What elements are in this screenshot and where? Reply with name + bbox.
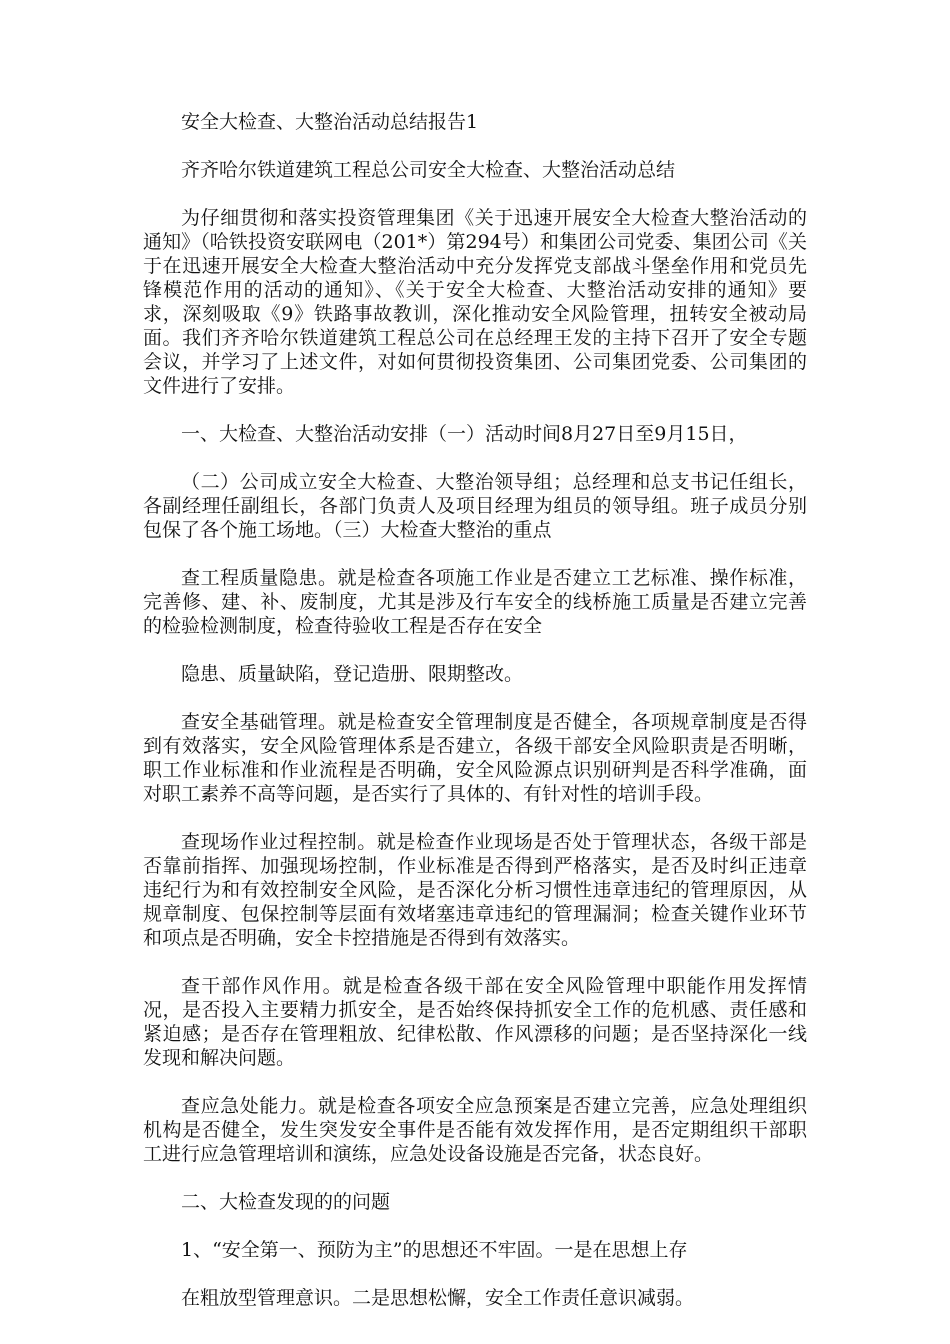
site-control-paragraph: 查现场作业过程控制。就是检查作业现场是否处于管理状态，各级干部是否靠前指挥、加强现场控制，作业标准是否得到严格落实，是否及时纠正违章违纪行为和有效控制安全风险，是否深化分析习惯性违章违纪的管理原因，从规章制度、包保控制等层面有效堵塞违章违纪的管理漏洞；检查关键作业环节和项点是否明确，安全卡控措施是否得到有效落实。 — [143, 831, 807, 949]
section-two-heading: 二、大检查发现的的问题 — [181, 1191, 391, 1213]
report-subtitle: 齐齐哈尔铁道建筑工程总公司安全大检查、大整治活动总结 — [181, 159, 676, 181]
safety-management-paragraph: 查安全基础管理。就是检查安全管理制度是否健全，各项规章制度是否得到有效落实，安全风险管理体系是否建立，各级干部安全风险职责是否明晰，职工作业标准和作业流程是否明确，安全风险源点识别研判是否科学准确，面对职工素养不高等问题，是否实行了具体的、有针对性的培训手段。 — [143, 711, 807, 805]
section-one-heading: 一、大检查、大整治活动安排（一）活动时间8月27日至9月15日， — [181, 423, 748, 445]
quality-check-continued: 隐患、质量缺陷，登记造册、限期整改。 — [181, 663, 524, 685]
intro-paragraph: 为仔细贯彻和落实投资管理集团《关于迅速开展安全大检查大整治活动的通知》（哈铁投资安联网电（201*）第294号）和集团公司党委、集团公司《关于在迅速开展安全大检查大整治活动中充分发挥党支部战斗堡垒作用和党员先锋模范作用的活动的通知》、《关于安全大检查、大整治活动安排的通知》要求，深刻吸取《9》铁路事故教训，深化推动安全风险管理，扭转安全被动局面。我们齐齐哈尔铁道建筑工程总公司在总经理王发的主持下召开了安全专题会议，并学习了上述文件，对如何贯彻投资集团、公司集团党委、公司集团的文件进行了安排。 — [143, 207, 807, 397]
cadre-style-paragraph: 查干部作风作用。就是检查各级干部在安全风险管理中职能作用发挥情况，是否投入主要精力抓安全，是否始终保持抓安全工作的危机感、责任感和紧迫感；是否存在管理粗放、纪律松散、作风漂移的问题；是否坚持深化一线发现和解决问题。 — [143, 975, 807, 1069]
leadership-paragraph: （二）公司成立安全大检查、大整治领导组；总经理和总支书记任组长，各副经理任副组长，各部门负责人及项目经理为组员的领导组。班子成员分别包保了各个施工场地。（三）大检查大整治的重点 — [143, 471, 807, 541]
report-title: 安全大检查、大整治活动总结报告1 — [181, 111, 479, 133]
problem-one-paragraph: 1、“安全第一、预防为主”的思想还不牢固。一是在思想上存 — [181, 1239, 688, 1261]
document-body — [143, 110, 807, 1334]
quality-check-paragraph: 查工程质量隐患。就是检查各项施工作业是否建立工艺标准、操作标准，完善修、建、补、废制度，尤其是涉及行车安全的线桥施工质量是否建立完善的检验检测制度，检查待验收工程是否存在安全 — [143, 567, 807, 637]
problem-one-continued: 在粗放型管理意识。二是思想松懈，安全工作责任意识减弱。 — [181, 1287, 695, 1309]
emergency-paragraph: 查应急处能力。就是检查各项安全应急预案是否建立完善，应急处理组织机构是否健全，发生突发安全事件是否能有效发挥作用，是否定期组织干部职工进行应急管理培训和演练，应急处设备设施是否完备，状态良好。 — [143, 1095, 807, 1165]
